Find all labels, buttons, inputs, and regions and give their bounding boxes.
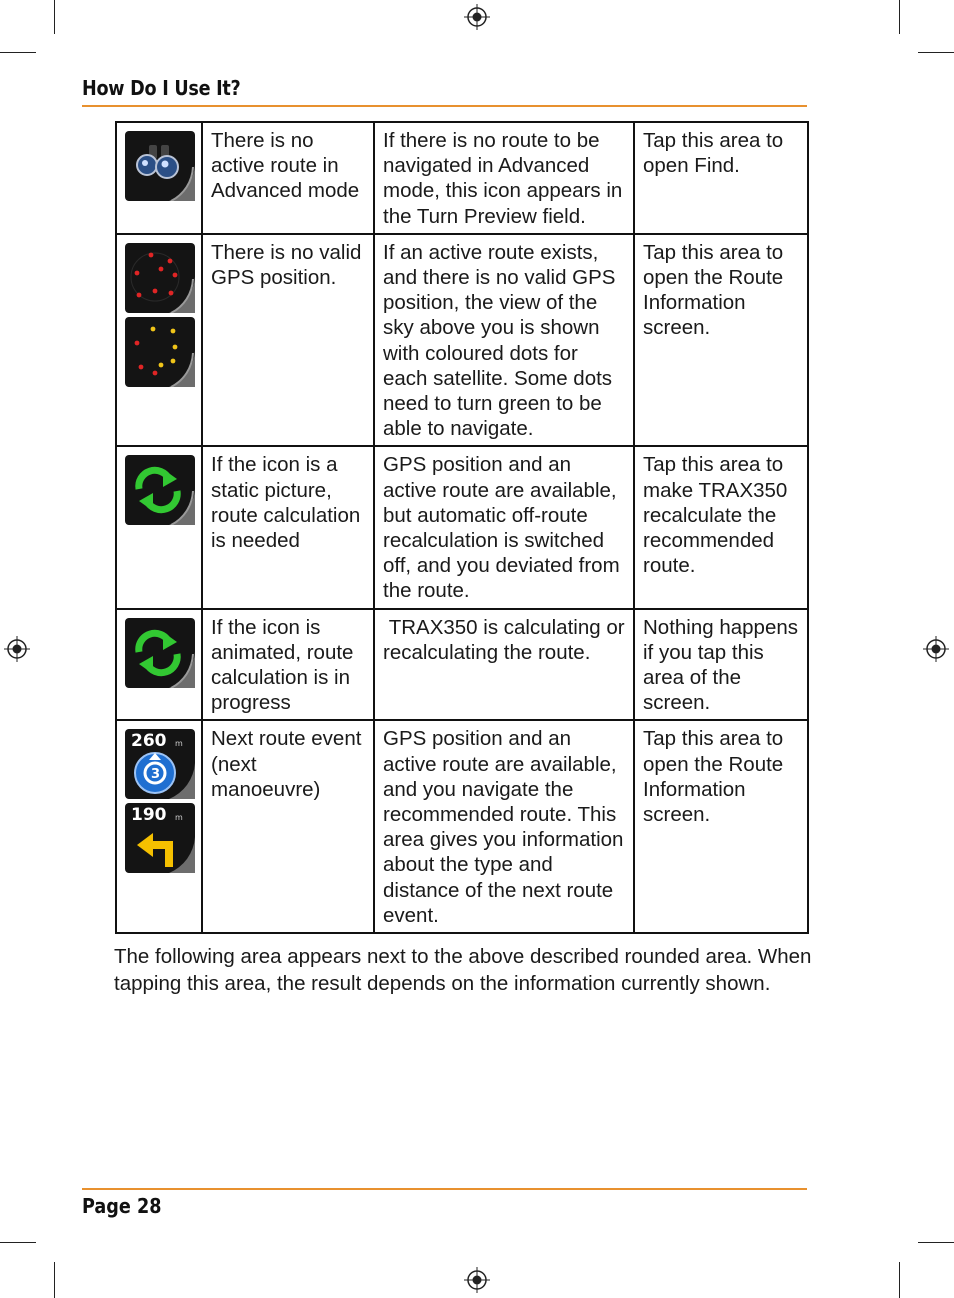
description-cell: GPS position and an active route are available, but automatic off-route recalculation is switched off, and you deviated from the route.	[374, 446, 634, 608]
table-row	[116, 446, 808, 608]
roundabout-exit-icon	[125, 729, 195, 799]
page-header-title: How Do I Use It?	[82, 76, 241, 100]
roundabout-exit-number: 3	[151, 767, 161, 783]
crop-mark	[918, 1242, 954, 1243]
turn-left-icon	[125, 803, 195, 873]
page-number: Page 28	[82, 1194, 162, 1218]
crop-mark	[54, 1262, 55, 1298]
icon-cell	[116, 446, 202, 608]
action-cell: Tap this area to make TRAX350 recalculate the recommended route.	[634, 446, 808, 608]
action-cell: Nothing happens if you tap this area of the screen.	[634, 609, 808, 721]
recalculate-animated-icon	[125, 618, 195, 688]
satellite-sky-red-icon	[125, 243, 195, 313]
registration-mark-icon	[923, 636, 949, 662]
table-row	[116, 122, 808, 234]
situation-cell: If the icon is animated, route calculation is in progress	[202, 609, 374, 721]
distance-unit: m	[175, 739, 183, 749]
description-cell: If an active route exists, and there is no valid GPS position, the view of the sky above you is shown with coloured dots for each satellite. Some dots need to turn green to be able to navigate.	[374, 234, 634, 447]
crop-mark	[918, 52, 954, 53]
situation-cell: If the icon is a static picture, route calculation is needed	[202, 446, 374, 608]
description-cell: If there is no route to be navigated in Advanced mode, this icon appears in the Turn Preview field.	[374, 122, 634, 234]
crop-mark	[0, 1242, 36, 1243]
footer-rule	[82, 1188, 807, 1190]
action-cell: Tap this area to open Find.	[634, 122, 808, 234]
icon-cell	[116, 122, 202, 234]
registration-mark-icon	[464, 4, 490, 30]
crop-mark	[899, 1262, 900, 1298]
description-cell: TRAX350 is calculating or recalculating the route.	[374, 609, 634, 721]
distance-unit: m	[175, 813, 183, 823]
satellite-sky-yellow-icon	[125, 317, 195, 387]
body-paragraph: The following area appears next to the above described rounded area. When tapping this area, the result depends on the information currently shown.	[114, 945, 812, 995]
header-rule	[82, 105, 807, 107]
action-cell: Tap this area to open the Route Information screen.	[634, 234, 808, 447]
crop-mark	[0, 52, 36, 53]
situation-cell: Next route event (next manoeuvre)	[202, 720, 374, 933]
distance-label: 190	[131, 805, 167, 826]
recalculate-static-icon	[125, 455, 195, 525]
binoculars-icon	[125, 131, 195, 201]
registration-mark-icon	[4, 636, 30, 662]
icon-description-table	[115, 121, 809, 934]
table-row	[116, 720, 808, 933]
icon-cell	[116, 609, 202, 721]
situation-cell: There is no valid GPS position.	[202, 234, 374, 447]
icon-cell	[116, 234, 202, 447]
description-cell: GPS position and an active route are available, and you navigate the recommended route. This area gives you information about the type and distance of the next route event.	[374, 720, 634, 933]
distance-label: 260	[131, 731, 167, 752]
table-row	[116, 234, 808, 447]
icon-cell	[116, 720, 202, 933]
registration-mark-icon	[464, 1267, 490, 1293]
crop-mark	[54, 0, 55, 34]
situation-cell: There is no active route in Advanced mode	[202, 122, 374, 234]
crop-mark	[899, 0, 900, 34]
table-row	[116, 609, 808, 721]
action-cell: Tap this area to open the Route Information screen.	[634, 720, 808, 933]
